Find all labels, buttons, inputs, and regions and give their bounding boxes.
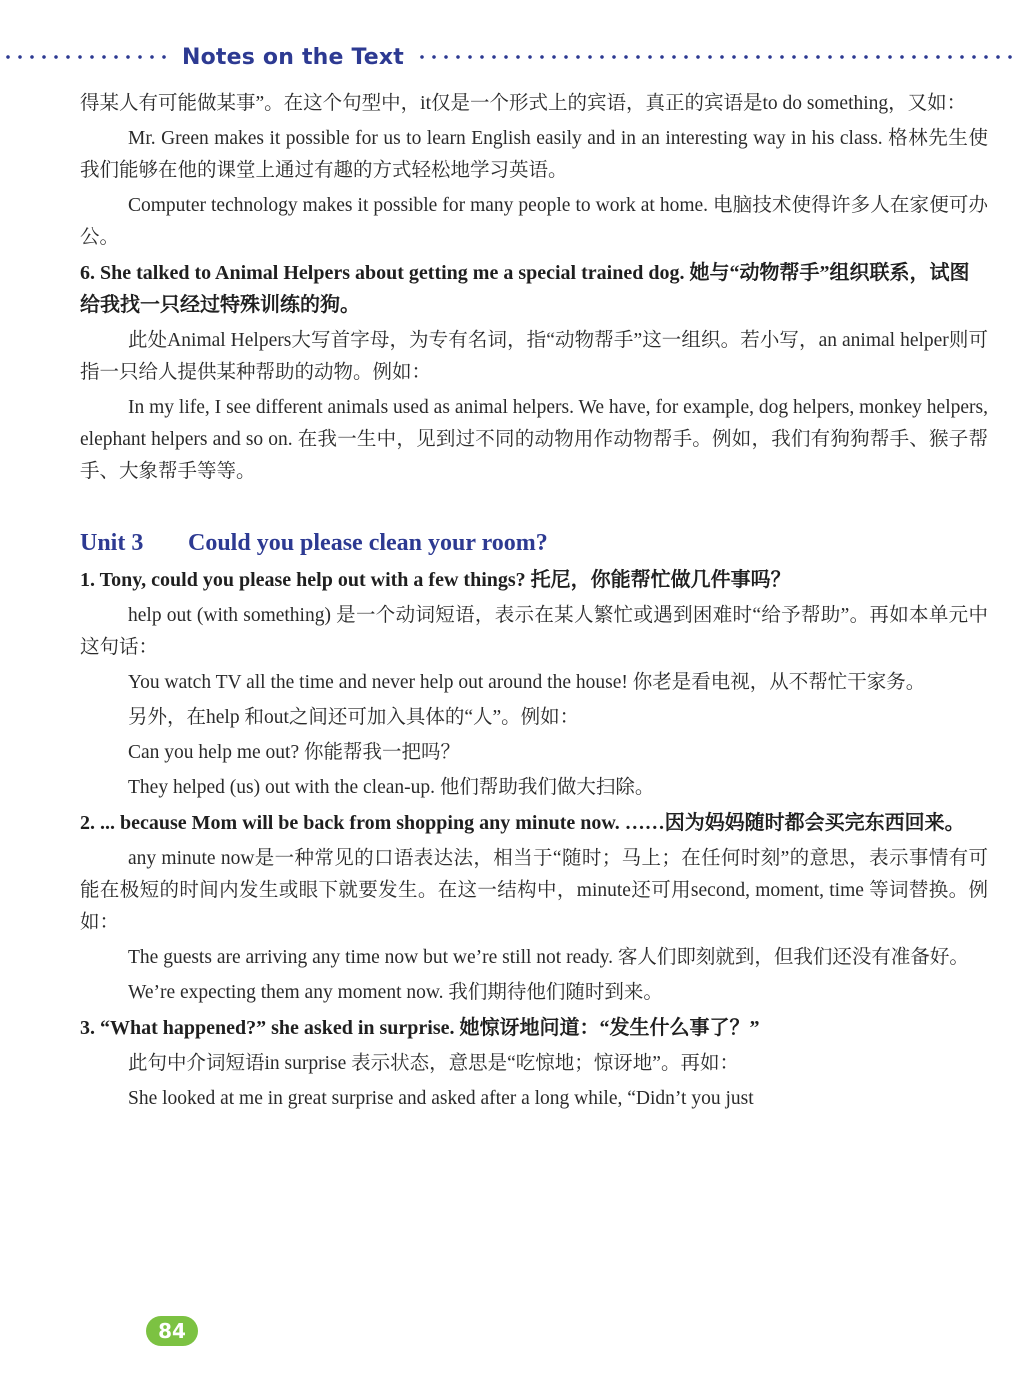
example-sentence: She looked at me in great surprise and asked after a long while, “Didn’t you just xyxy=(128,1088,754,1109)
unit-title xyxy=(80,526,988,560)
example-sentence: Computer technology makes it possible for many people to work at home. 电脑技术使得许多人在家便可办公。 xyxy=(80,195,988,248)
page-content xyxy=(80,88,988,1118)
example-sentence: We’re expecting them any moment now. 我们期待他们随时到来。 xyxy=(128,982,663,1003)
note-heading-3: 3. “What happened?” she asked in surprise. 她惊讶地问道：“发生什么事了？” xyxy=(80,1017,760,1039)
example-sentence: Mr. Green makes it possible for us to learn English easily and in an interesting way in his class. 格林先生使我们能够在他的课堂上通过有趣的方式轻松地学习英语。 xyxy=(80,128,988,181)
note-heading-6: 6. She talked to Animal Helpers about getting me a special trained dog. 她与“动物帮手”组织联系，试图给我找一只经过特殊训练的狗。 xyxy=(80,262,970,316)
example-sentence: The guests are arriving any time now but we’re still not ready. 客人们即刻就到，但我们还没有准备好。 xyxy=(128,947,969,968)
unit-name: Could you please clean your room? xyxy=(188,530,548,556)
paragraph: help out (with something) 是一个动词短语，表示在某人繁忙或遇到困难时“给予帮助”。再如本单元中这句话： xyxy=(80,605,988,658)
paragraph: 得某人有可能做某事”。在这个句型中，it仅是一个形式上的宾语，真正的宾语是to do something，又如： xyxy=(80,93,967,114)
page-number-badge: 84 xyxy=(146,1316,198,1346)
note-heading-2: 2. ... because Mom will be back from shopping any minute now. ……因为妈妈随时都会买完东西回来。 xyxy=(80,812,965,834)
section-title: Notes on the Text xyxy=(182,44,405,70)
paragraph: 另外，在help 和out之间还可加入具体的“人”。例如： xyxy=(128,707,580,728)
dotted-rule-left xyxy=(2,55,170,59)
paragraph: any minute now是一种常见的口语表达法，相当于“随时；马上；在任何时刻”的意思，表示事情有可能在极短的时间内发生或眼下就要发生。在这一结构中，minute还可用second, moment, time 等词替换。例如： xyxy=(80,848,988,933)
section-header xyxy=(0,40,1024,74)
paragraph: 此处Animal Helpers大写首字母，为专有名词，指“动物帮手”这一组织。若小写，an animal helper则可指一只给人提供某种帮助的动物。例如： xyxy=(80,330,988,383)
dotted-rule-right xyxy=(416,55,1020,59)
example-sentence: They helped (us) out with the clean-up. 他们帮助我们做大扫除。 xyxy=(128,777,655,798)
example-sentence: Can you help me out? 你能帮我一把吗？ xyxy=(128,742,461,763)
example-sentence: In my life, I see different animals used as animal helpers. We have, for example, dog helpers, monkey helpers, elephant helpers and so on. 在我一生中，见到过不同的动物用作动物帮手。例如，我们有狗狗帮手、猴子帮手、大象帮手等等。 xyxy=(80,397,988,482)
unit-number: Unit 3 xyxy=(80,530,144,556)
example-sentence: You watch TV all the time and never help out around the house! 你老是看电视，从不帮忙干家务。 xyxy=(128,672,926,693)
note-heading-1: 1. Tony, could you please help out with a few things? 托尼，你能帮忙做几件事吗？ xyxy=(80,569,791,591)
paragraph: 此句中介词短语in surprise 表示状态，意思是“吃惊地；惊讶地”。再如： xyxy=(128,1053,739,1074)
